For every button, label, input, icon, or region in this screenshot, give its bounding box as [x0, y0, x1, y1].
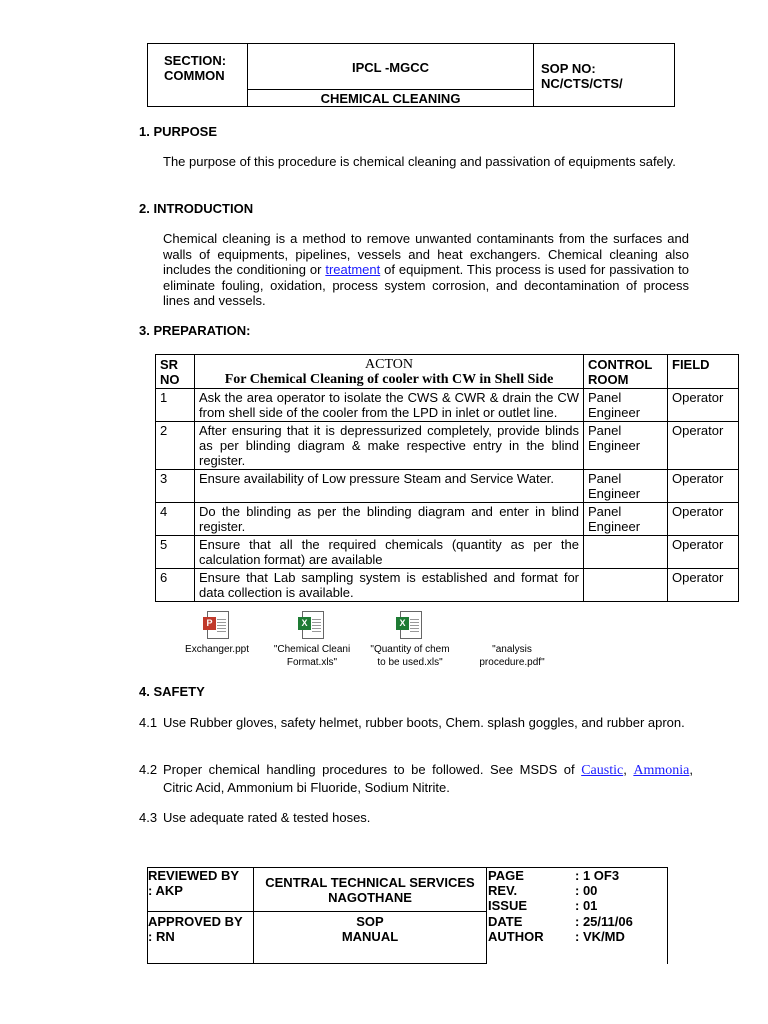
safety-heading: 4. SAFETY	[139, 684, 205, 699]
safety-item-2	[163, 761, 693, 796]
purpose-heading: 1. PURPOSE	[139, 124, 218, 139]
row-field: Operator	[668, 569, 739, 602]
row-control-room	[584, 536, 668, 569]
reviewed-by-label: REVIEWED BY	[148, 868, 240, 883]
department-location: NAGOTHANE	[328, 890, 412, 905]
author-value: : VK/MD	[575, 929, 625, 944]
header-divider-3	[247, 89, 534, 90]
row-srno: 4	[156, 503, 195, 536]
page-label: PAGE	[488, 868, 524, 883]
issue-label: ISSUE	[488, 898, 528, 913]
row-control-room: Panel Engineer	[584, 503, 668, 536]
safety-item-2-tail: , Citric Acid, Ammonium bi Fluoride, Sodium Nitrite.	[163, 762, 693, 795]
row-srno: 2	[156, 422, 195, 470]
section-value: COMMON	[164, 68, 225, 83]
action-header	[195, 355, 584, 389]
table-row	[156, 503, 739, 536]
sop-type: SOP	[356, 914, 384, 929]
page-value: : 1 OF3	[575, 868, 620, 883]
author-label: AUTHOR	[488, 929, 544, 944]
row-srno: 1	[156, 389, 195, 422]
row-srno: 6	[156, 569, 195, 602]
reviewed-by-name: : AKP	[148, 883, 183, 898]
excel-icon: X	[298, 611, 326, 641]
issue-value: : 01	[575, 898, 598, 913]
row-srno: 3	[156, 470, 195, 503]
attachment-label: Exchanger.ppt	[185, 644, 249, 655]
safety-item-number: 4.3	[139, 810, 158, 825]
table-row	[156, 569, 739, 602]
table-row	[156, 389, 739, 422]
safety-item-2-text: Proper chemical handling procedures to be followed. See MSDS of	[163, 762, 582, 777]
date-value: : 25/11/06	[575, 914, 633, 929]
safety-item-number: 4.2	[139, 762, 158, 777]
safety-item-2-separator: ,	[623, 762, 634, 777]
row-action: Ensure that all the required chemicals (quantity as per the calculation format) are available	[195, 536, 584, 569]
row-action: After ensuring that it is depressurized completely, provide blinds as per blinding diagram & make respective entry in the blind register.	[195, 422, 584, 470]
attachment-analysis-pdf[interactable]	[462, 611, 562, 669]
introduction-heading: 2. INTRODUCTION	[139, 201, 254, 216]
attachment-label: "Chemical Cleani	[273, 644, 351, 655]
safety-item-number: 4.1	[139, 715, 158, 730]
approved-by-name: : RN	[148, 929, 175, 944]
table-row	[156, 470, 739, 503]
control-room-header: CONTROL ROOM	[584, 355, 668, 389]
attachment-label: "analysis	[492, 644, 532, 655]
table-row	[156, 422, 739, 470]
row-field: Operator	[668, 503, 739, 536]
purpose-text: The purpose of this procedure is chemical cleaning and passivation of equipments safely.	[163, 154, 676, 169]
sop-label: SOP NO:	[541, 61, 596, 76]
table-row	[156, 536, 739, 569]
document-title: CHEMICAL CLEANING	[320, 91, 461, 106]
row-field: Operator	[668, 389, 739, 422]
field-header: FIELD	[668, 355, 739, 389]
sop-manual: MANUAL	[341, 929, 399, 944]
org-name: IPCL -MGCC	[351, 60, 430, 75]
row-field: Operator	[668, 536, 739, 569]
preparation-table	[155, 354, 739, 602]
row-field: Operator	[668, 422, 739, 470]
row-action: Do the blinding as per the blinding diagram and enter in blind register.	[195, 503, 584, 536]
srno-header: SR NO	[156, 355, 195, 389]
row-action: Ensure availability of Low pressure Steam and Service Water.	[195, 470, 584, 503]
preparation-heading: 3. PREPARATION:	[139, 323, 251, 338]
introduction-text-part1: Chemical cleaning is a method to remove unwanted contaminants from the surfaces and walls of equipments, pipelines, vessels and heat exchangers. Chemical cleaning also includes the conditioning or	[163, 231, 689, 277]
row-srno: 5	[156, 536, 195, 569]
ammonia-msds-link[interactable]: Ammonia	[633, 763, 690, 778]
action-title: ACTON	[365, 357, 413, 372]
row-control-room: Panel Engineer	[584, 422, 668, 470]
department-name: CENTRAL TECHNICAL SERVICES	[265, 875, 475, 890]
preparation-table-header	[156, 355, 739, 389]
approved-by-label: APPROVED BY	[148, 914, 243, 929]
powerpoint-icon: P	[203, 611, 231, 641]
rev-value: : 00	[575, 883, 598, 898]
attachment-chemical-cleaning-xls[interactable]	[264, 611, 360, 669]
attachment-exchanger-ppt[interactable]	[172, 611, 262, 656]
treatment-link[interactable]: treatment	[325, 262, 381, 277]
action-subtitle: For Chemical Cleaning of cooler with CW in Shell Side	[224, 372, 554, 387]
safety-item-1: Use Rubber gloves, safety helmet, rubber boots, Chem. splash goggles, and rubber apron.	[163, 715, 685, 730]
row-control-room: Panel Engineer	[584, 389, 668, 422]
introduction-text-part2: of equipment. This process is used for passivation to eliminate fouling, oxidation, process system corrosion, and decontamination of process lines and vessels.	[163, 262, 689, 308]
row-action: Ensure that Lab sampling system is established and format for data collection is available.	[195, 569, 584, 602]
sop-value: NC/CTS/CTS/	[541, 76, 623, 91]
section-label: SECTION:	[164, 53, 227, 68]
attachment-quantity-xls[interactable]	[360, 611, 460, 669]
attachment-label: to be used.xls"	[377, 657, 443, 668]
row-action: Ask the area operator to isolate the CWS & CWR & drain the CW from shell side of the cooler from the LPD in inlet or outlet line.	[195, 389, 584, 422]
row-control-room	[584, 569, 668, 602]
safety-item-3: Use adequate rated & tested hoses.	[163, 810, 371, 825]
rev-label: REV.	[488, 883, 518, 898]
attachment-label: "Quantity of chem	[370, 644, 450, 655]
date-label: DATE	[488, 914, 523, 929]
attachment-label: Format.xls"	[286, 657, 338, 668]
excel-icon: X	[396, 611, 424, 641]
row-control-room: Panel Engineer	[584, 470, 668, 503]
row-field: Operator	[668, 470, 739, 503]
attachment-label: procedure.pdf"	[479, 657, 545, 668]
caustic-msds-link[interactable]: Caustic	[581, 763, 624, 778]
introduction-text	[163, 231, 689, 309]
